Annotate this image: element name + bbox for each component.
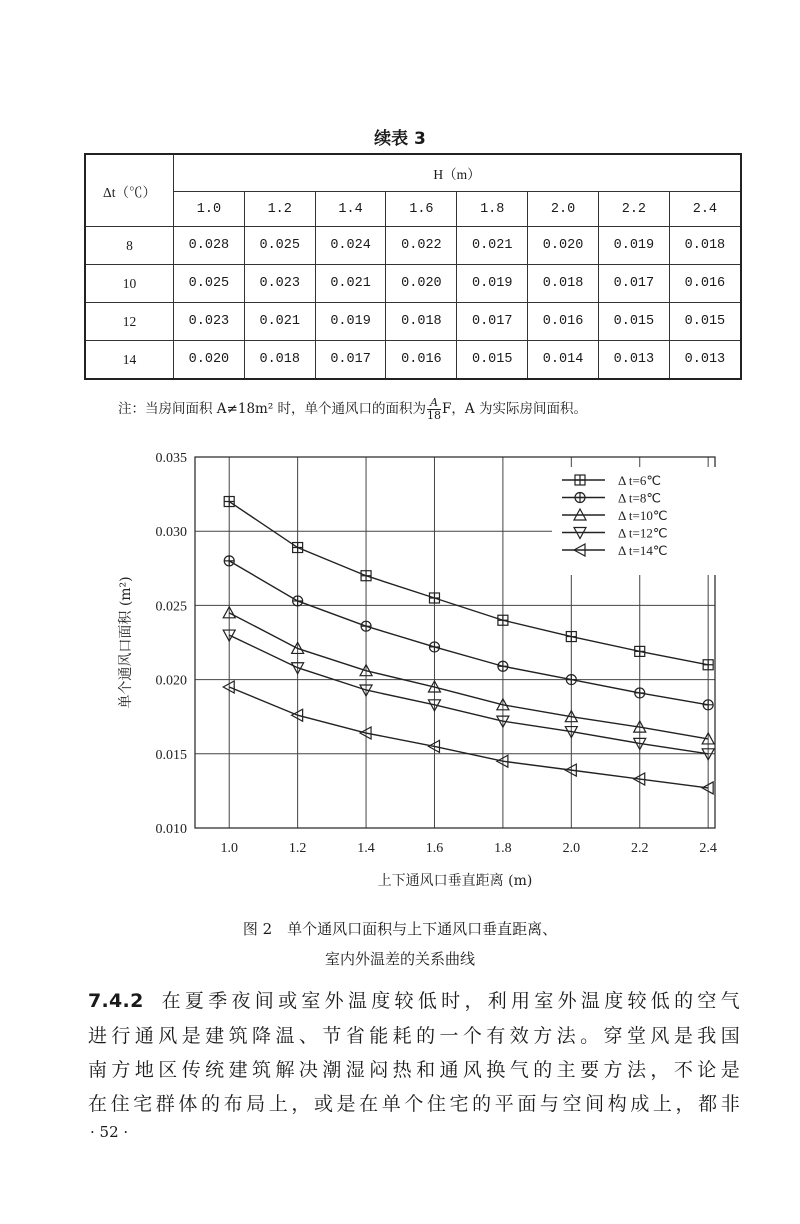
row-label: 14: [85, 341, 174, 380]
marker-cross: [498, 615, 508, 625]
table-cell: 0.020: [386, 265, 457, 303]
body-paragraph-line: 南方地区传统建筑解决潮湿闷热和通风换气的主要方法，不论是: [88, 1059, 740, 1081]
table-cell: 0.015: [669, 303, 741, 341]
row-label: 8: [85, 227, 174, 265]
y-tick-label: 0.025: [155, 599, 187, 615]
body-text: 在夏季夜间或室外温度较低时，利用室外温度较低的空气: [157, 990, 740, 1012]
table-cell: 0.013: [669, 341, 741, 380]
body-paragraph-line: [88, 986, 740, 1013]
x-tick-label: 1.4: [357, 841, 375, 856]
note-prefix: 注：当房间面积 A≠18m² 时，单个通风口的面积为: [118, 401, 427, 417]
note-suffix: F，A 为实际房间面积。: [442, 401, 587, 417]
table-cell: 0.018: [244, 341, 315, 380]
column-header: 1.0: [174, 192, 245, 227]
table-note: [118, 397, 587, 422]
x-tick-label: 2.2: [630, 841, 649, 856]
row-label: 12: [85, 303, 174, 341]
column-header: 2.2: [598, 192, 669, 227]
table-title: 续表 3: [374, 129, 426, 149]
column-header: 2.4: [669, 192, 741, 227]
y-axis-label: 单个通风口面积 (m²): [118, 576, 134, 709]
table-cell: 0.018: [528, 265, 599, 303]
x-tick-label: 1.6: [425, 841, 444, 856]
table-cell: 0.018: [669, 227, 741, 265]
table-cell: 0.028: [174, 227, 245, 265]
column-header: 1.8: [457, 192, 528, 227]
legend-label: Δ t=14℃: [618, 543, 668, 558]
column-header: 1.4: [315, 192, 386, 227]
table-cell: 0.014: [528, 341, 599, 380]
marker-cross: [703, 660, 713, 670]
table-cell: 0.024: [315, 227, 386, 265]
legend-label: Δ t=10℃: [618, 508, 668, 523]
marker-cross: [224, 497, 234, 507]
series-4: [223, 630, 714, 760]
table-cell: 0.015: [598, 303, 669, 341]
table-row: [85, 303, 741, 341]
fraction-numerator: A: [427, 397, 441, 410]
figure-caption-line2: 室内外温差的关系曲线: [324, 950, 475, 968]
x-tick-label: 1.2: [288, 841, 307, 856]
data-table: [84, 153, 742, 380]
figure-caption-line1: 图 2 单个通风口面积与上下通风口垂直距离、: [242, 920, 558, 938]
table-cell: 0.025: [244, 227, 315, 265]
y-tick-label: 0.015: [155, 747, 187, 763]
body-paragraph-line: 进行通风是建筑降温、节省能耗的一个有效方法。穿堂风是我国: [88, 1025, 740, 1047]
marker-cross: [429, 593, 439, 603]
y-tick-label: 0.010: [155, 822, 187, 837]
fraction-denominator: 18: [427, 409, 442, 422]
y-tick-label: 0.020: [155, 673, 187, 689]
table-cell: 0.018: [386, 303, 457, 341]
table-cell: 0.017: [457, 303, 528, 341]
table-cell: 0.022: [386, 227, 457, 265]
column-header: 1.6: [386, 192, 457, 227]
x-tick-label: 1.0: [220, 841, 238, 856]
table-row: [85, 227, 741, 265]
table-cell: 0.023: [244, 265, 315, 303]
column-header-row: [85, 192, 741, 227]
legend-label: Δ t=8℃: [618, 490, 661, 506]
legend-label: Δ t=6℃: [618, 473, 661, 488]
table-cell: 0.016: [386, 341, 457, 380]
series-line: [229, 687, 708, 788]
table-row: [85, 265, 741, 303]
y-tick-label: 0.030: [155, 525, 187, 541]
table-cell: 0.016: [669, 265, 741, 303]
x-axis-label: 上下通风口垂直距离 (m): [377, 873, 533, 889]
y-tick-label: 0.035: [155, 451, 187, 466]
series-line: [229, 561, 708, 705]
column-header: 2.0: [528, 192, 599, 227]
table-cell: 0.021: [315, 265, 386, 303]
marker-cross: [293, 543, 303, 553]
table-cell: 0.021: [457, 227, 528, 265]
line-chart: [100, 440, 750, 900]
table-cell: 0.017: [598, 265, 669, 303]
table-cell: 0.015: [457, 341, 528, 380]
x-tick-label: 2.4: [699, 841, 717, 856]
table-cell: 0.016: [528, 303, 599, 341]
table-cell: 0.019: [598, 227, 669, 265]
x-tick-label: 2.0: [562, 841, 581, 856]
legend-label: Δ t=12℃: [618, 525, 668, 541]
table-cell: 0.019: [315, 303, 386, 341]
column-header: 1.2: [244, 192, 315, 227]
table-cell: 0.023: [174, 303, 245, 341]
row-header-dt: Δt（℃）: [85, 154, 174, 227]
marker-cross: [361, 571, 371, 581]
series-3: [223, 607, 714, 744]
table-cell: 0.021: [244, 303, 315, 341]
marker-cross: [566, 632, 576, 642]
row-label: 10: [85, 265, 174, 303]
x-tick-label: 1.8: [494, 841, 512, 856]
table-cell: 0.013: [598, 341, 669, 380]
table-cell: 0.025: [174, 265, 245, 303]
table-cell: 0.020: [528, 227, 599, 265]
table-cell: 0.017: [315, 341, 386, 380]
legend: [552, 467, 717, 575]
body-paragraph-line: 在住宅群体的布局上，或是在单个住宅的平面与空间构成上，都非: [88, 1093, 740, 1115]
table-cell: 0.019: [457, 265, 528, 303]
note-fraction: [427, 397, 441, 422]
marker-cross: [635, 646, 645, 656]
table-cell: 0.020: [174, 341, 245, 380]
col-group-header-h: H（m）: [174, 154, 742, 192]
page-number: · 52 ·: [90, 1123, 129, 1141]
section-number: 7.4.2: [88, 990, 144, 1012]
table-row: [85, 341, 741, 380]
